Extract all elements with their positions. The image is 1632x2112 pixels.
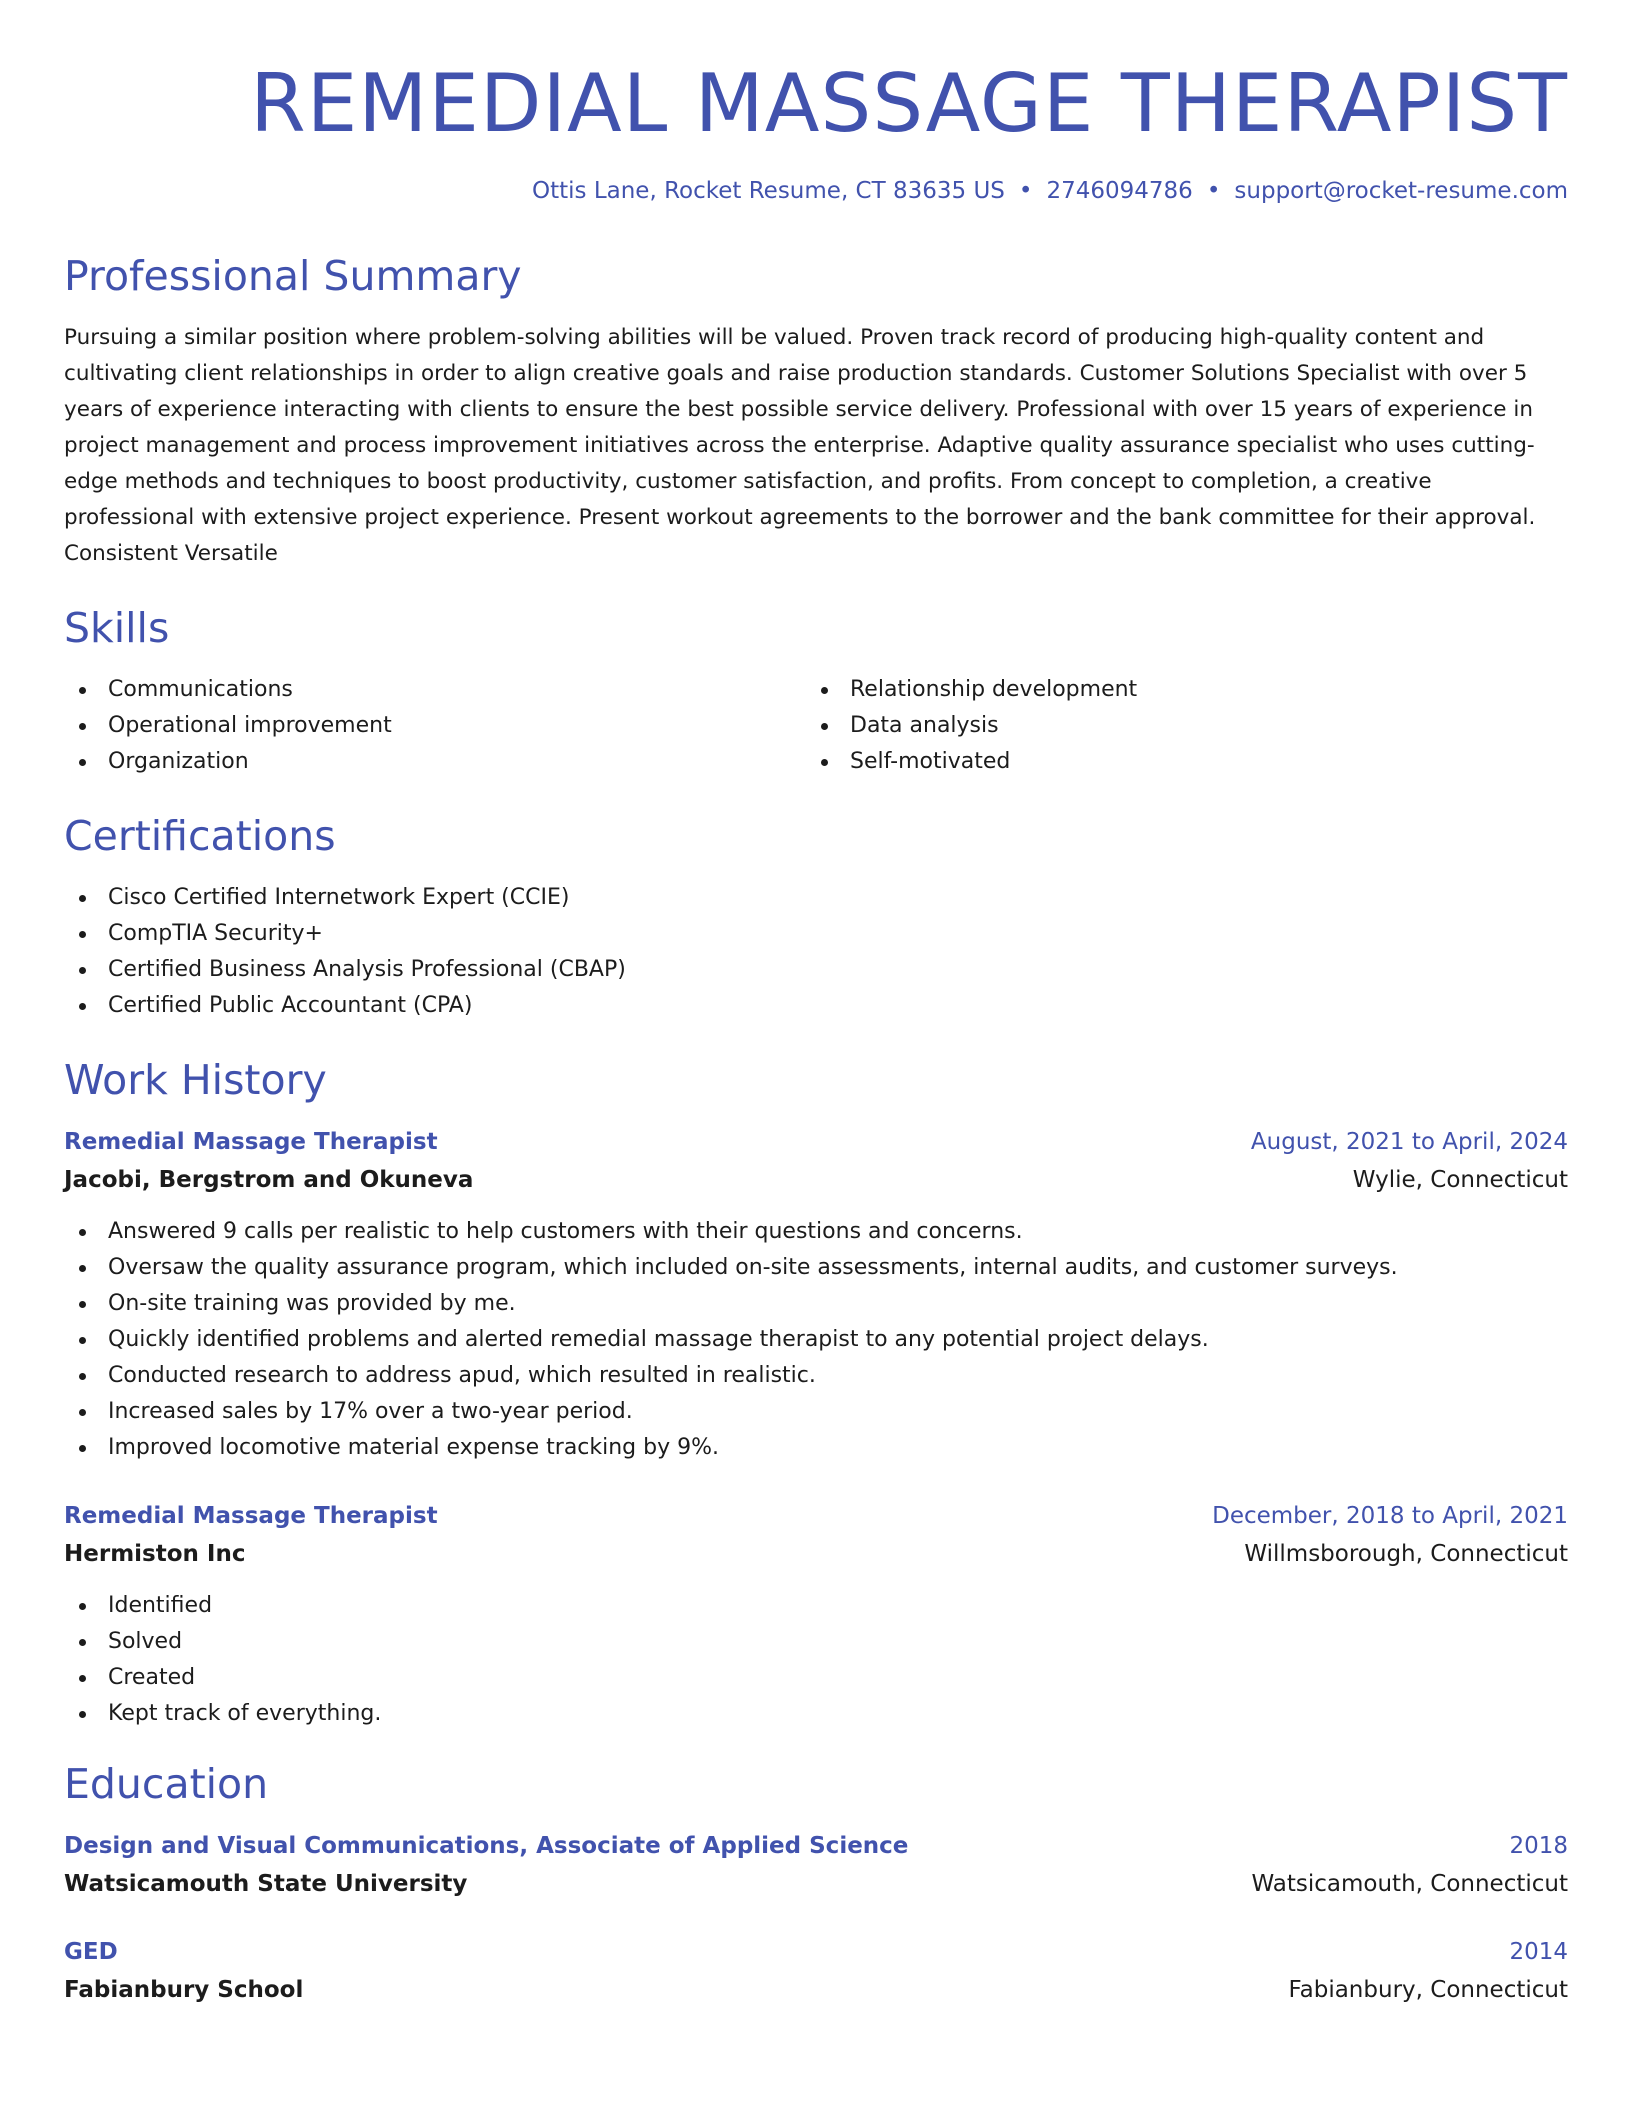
job-dates: December, 2018 to April, 2021 (1212, 1503, 1568, 1529)
contact-separator: • (1206, 178, 1221, 204)
job-bullets (64, 1588, 1568, 1732)
skills-heading: Skills (64, 604, 170, 652)
skills-left-column (64, 672, 806, 780)
job-location: Willmsborough, Connecticut (1244, 1541, 1568, 1567)
job-location: Wylie, Connecticut (1352, 1167, 1568, 1193)
education-entry (64, 1828, 1568, 1904)
education-degree: Design and Visual Communications, Associate of Applied Science (64, 1833, 909, 1859)
summary-text: Pursuing a similar position where problem-solving abilities will be valued. Proven track record of producing high-quality content and cultivating client relationships in order to align creative goals and raise production standards. Customer Solutions Specialist with over 5 years of experience interacting with clients to ensure the best possible service delivery. Professional with over 15 years of experience in project management and process improvement initiatives across the enterprise. Adaptive quality assurance specialist who uses cutting-edge methods and techniques to boost productivity, customer satisfaction, and profits. From concept to completion, a creative professional with extensive project experience. Present workout agreements to the borrower and the bank committee for their approval. Consistent Versatile (64, 325, 1536, 566)
education-header-row (64, 1828, 1568, 1864)
skills-right-column (806, 672, 1548, 780)
skill-item: Communications (64, 672, 806, 708)
certification-item: Cisco Certified Internetwork Expert (CCIE) (64, 880, 1568, 916)
education-year: 2018 (1509, 1833, 1568, 1859)
job-company: Hermiston Inc (64, 1541, 246, 1567)
skill-item: Organization (64, 744, 806, 780)
contact-phone: 2746094786 (1046, 178, 1193, 204)
skill-item: Operational improvement (64, 708, 806, 744)
education-heading: Education (64, 1760, 269, 1808)
job-company: Jacobi, Bergstrom and Okuneva (64, 1167, 474, 1193)
job-dates: August, 2021 to April, 2024 (1250, 1129, 1568, 1155)
certification-item: CompTIA Security+ (64, 916, 1568, 952)
job-org-row (64, 1534, 1568, 1574)
job-bullet: Solved (64, 1624, 1568, 1660)
job-bullet: Created (64, 1660, 1568, 1696)
certifications-list (64, 880, 1568, 1024)
job-header-row (64, 1498, 1568, 1534)
certification-item: Certified Public Accountant (CPA) (64, 988, 1568, 1024)
job-entry (64, 1124, 1568, 1466)
job-bullet: Quickly identified problems and alerted remedial massage therapist to any potential project delays. (64, 1322, 1568, 1358)
contact-separator: • (1018, 178, 1033, 204)
education-school: Fabianbury School (64, 1977, 304, 2003)
education-header-row (64, 1934, 1568, 1970)
education-school-row (64, 1864, 1568, 1904)
contact-email[interactable]: support@rocket-resume.com (1234, 178, 1568, 204)
certifications-heading: Certifications (64, 812, 336, 860)
contact-address: Ottis Lane, Rocket Resume, CT 83635 US (532, 178, 1005, 204)
job-bullet: Improved locomotive material expense tracking by 9%. (64, 1430, 1568, 1466)
job-bullet: On-site training was provided by me. (64, 1286, 1568, 1322)
certification-item: Certified Business Analysis Professional (CBAP) (64, 952, 1568, 988)
job-bullet: Increased sales by 17% over a two-year period. (64, 1394, 1568, 1430)
education-degree: GED (64, 1939, 118, 1965)
job-bullet: Oversaw the quality assurance program, which included on-site assessments, internal audits, and customer surveys. (64, 1250, 1568, 1286)
job-header-row (64, 1124, 1568, 1160)
education-school-row (64, 1970, 1568, 2010)
work-history-heading: Work History (64, 1056, 327, 1104)
job-title: Remedial Massage Therapist (64, 1503, 438, 1529)
skill-item: Data analysis (806, 708, 1548, 744)
summary-heading: Professional Summary (64, 252, 522, 300)
skill-item: Relationship development (806, 672, 1548, 708)
education-year: 2014 (1509, 1939, 1568, 1965)
resume-title: REMEDIAL MASSAGE THERAPIST (250, 57, 1568, 150)
job-bullet: Conducted research to address apud, which resulted in realistic. (64, 1358, 1568, 1394)
job-bullet: Kept track of everything. (64, 1696, 1568, 1732)
skill-item: Self-motivated (806, 744, 1548, 780)
job-bullet: Identified (64, 1588, 1568, 1624)
job-entry (64, 1498, 1568, 1732)
job-bullets (64, 1214, 1568, 1466)
education-location: Watsicamouth, Connecticut (1251, 1871, 1568, 1897)
contact-line (64, 176, 1568, 206)
skills-grid (64, 672, 1568, 780)
job-title: Remedial Massage Therapist (64, 1129, 438, 1155)
education-entry (64, 1934, 1568, 2010)
job-org-row (64, 1160, 1568, 1200)
education-location: Fabianbury, Connecticut (1288, 1977, 1568, 2003)
job-bullet: Answered 9 calls per realistic to help customers with their questions and concerns. (64, 1214, 1568, 1250)
education-school: Watsicamouth State University (64, 1871, 468, 1897)
